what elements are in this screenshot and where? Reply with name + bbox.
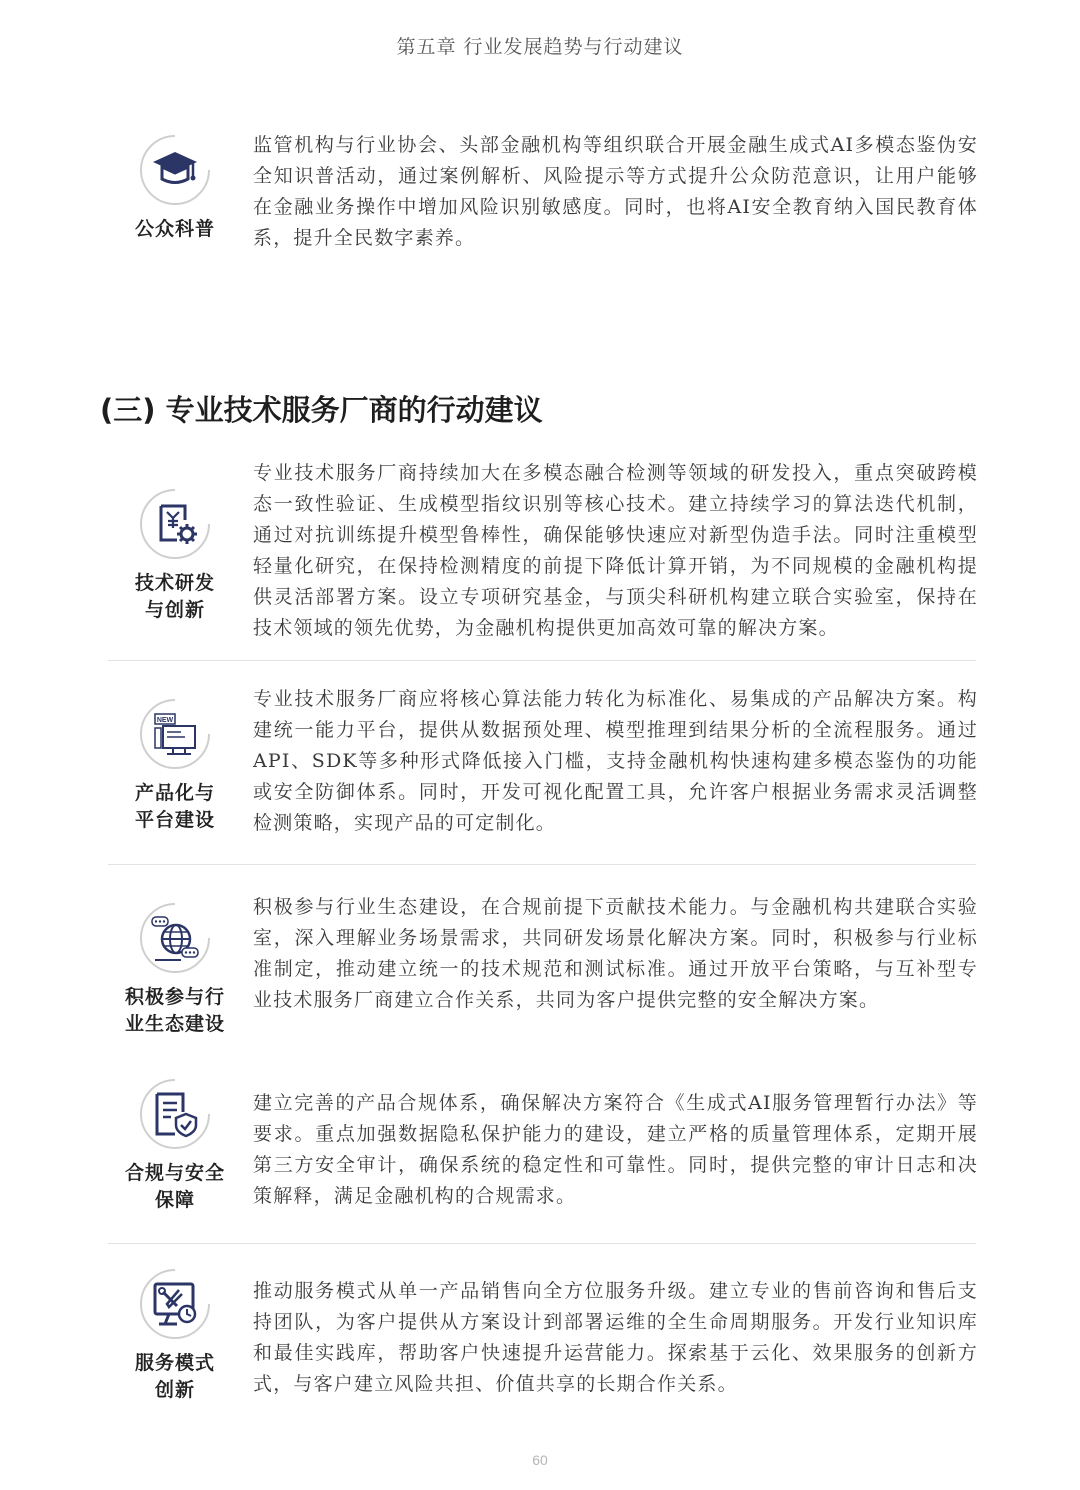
rd-innovation-label-line1: 技术研发: [134, 572, 215, 594]
service-model-text: 推动服务模式从单一产品销售向全方位服务升级。建立专业的售前咨询和售后支持团队，为客户提供从方案设计到部署运维的全生命周期服务。开发行业知识库和最佳实践库，帮助客户快速提升运营能力。探索基于云化、效果服务的创新方式，与客户建立风险共担、价值共享的长期合作关系。: [253, 1280, 978, 1395]
compliance-text: 建立完善的产品合规体系，确保解决方案符合《生成式AI服务管理暂行办法》等要求。重点加强数据隐私保护能力的建设，建立严格的质量管理体系，定期开展第三方安全审计，确保系统的稳定性和可靠性。同时，提供完整的审计日志和决策解释，满足金融机构的合规需求。: [253, 1092, 978, 1207]
public-education-label: 公众科普: [134, 218, 215, 240]
public-education-block: [100, 130, 980, 270]
service-model-icon-col: [100, 1266, 250, 1404]
rd-innovation-icon-col: [100, 486, 250, 624]
globe-chat-icon: [137, 900, 213, 976]
running-header: 第五章 行业发展趋势与行动建议: [396, 36, 684, 58]
service-model-block: [100, 1276, 980, 1416]
rd-innovation-text: 专业技术服务厂商持续加大在多模态融合检测等领域的研发投入，重点突破跨模态一致性验证、生成模型指纹识别等核心技术。建立持续学习的算法迭代机制，通过对抗训练提升模型鲁棒性，确保能够快速应对新型伪造手法。同时注重模型轻量化研究，在保持检测精度的前提下降低计算开销，为不同规模的金融机构提供灵活部署方案。设立专项研究基金，与顶尖科研机构建立联合实验室，保持在技术领域的领先优势，为金融机构提供更加高效可靠的解决方案。: [253, 462, 978, 639]
compliance-label-line2: 保障: [154, 1189, 195, 1211]
service-tools-icon: [137, 1266, 213, 1342]
divider: [108, 864, 976, 865]
compliance-block: [100, 1088, 980, 1228]
rd-innovation-label-line2: 与创新: [144, 599, 205, 621]
productization-label-line2: 平台建设: [134, 809, 215, 831]
compliance-label: [100, 1160, 250, 1214]
ecosystem-icon-col: [100, 900, 250, 1038]
ecosystem-label-line2: 业生态建设: [124, 1013, 225, 1035]
public-education-text: 监管机构与行业协会、头部金融机构等组织联合开展金融生成式AI多模态鉴伪安全知识普活动，通过案例解析、风险提示等方式提升公众防范意识，让用户能够在金融业务操作中增加风险识别敏感度。同时，也将AI安全教育纳入国民教育体系，提升全民数字素养。: [253, 134, 978, 249]
productization-label-line1: 产品化与: [134, 782, 215, 804]
ecosystem-label: [100, 984, 250, 1038]
new-badge-text: NEW: [156, 717, 174, 724]
research-gear-icon: [137, 486, 213, 562]
productization-block: [100, 684, 980, 844]
ecosystem-label-line1: 积极参与行: [124, 986, 225, 1008]
rd-innovation-block: [100, 458, 980, 648]
service-model-label: [100, 1350, 250, 1404]
productization-label: [100, 780, 250, 834]
graduation-cap-icon: [137, 132, 213, 208]
new-platform-icon: [137, 696, 213, 772]
document-shield-icon: [137, 1076, 213, 1152]
divider: [108, 1243, 976, 1244]
rd-innovation-label: [100, 570, 250, 624]
public-education-icon-col: [100, 132, 250, 243]
service-model-label-line1: 服务模式: [134, 1352, 215, 1374]
compliance-label-line1: 合规与安全: [124, 1162, 225, 1184]
page-number: 60: [532, 1452, 548, 1468]
service-model-label-line2: 创新: [154, 1379, 195, 1401]
divider: [108, 660, 976, 661]
ecosystem-text: 积极参与行业生态建设，在合规前提下贡献技术能力。与金融机构共建联合实验室，深入理解业务场景需求，共同研发场景化解决方案。同时，积极参与行业标准制定，推动建立统一的技术规范和测试标准。通过开放平台策略，与互补型专业技术服务厂商建立合作关系，共同为客户提供完整的安全解决方案。: [253, 896, 978, 1011]
productization-icon-col: [100, 696, 250, 834]
section-title: (三) 专业技术服务厂商的行动建议: [100, 393, 543, 427]
compliance-icon-col: [100, 1076, 250, 1214]
ecosystem-block: [100, 892, 980, 1042]
productization-text: 专业技术服务厂商应将核心算法能力转化为标准化、易集成的产品解决方案。构建统一能力平台，提供从数据预处理、模型推理到结果分析的全流程服务。通过API、SDK等多种形式降低接入门槛，支持金融机构快速构建多模态鉴伪的功能或安全防御体系。同时，开发可视化配置工具，允许客户根据业务需求灵活调整检测策略，实现产品的可定制化。: [253, 688, 978, 834]
